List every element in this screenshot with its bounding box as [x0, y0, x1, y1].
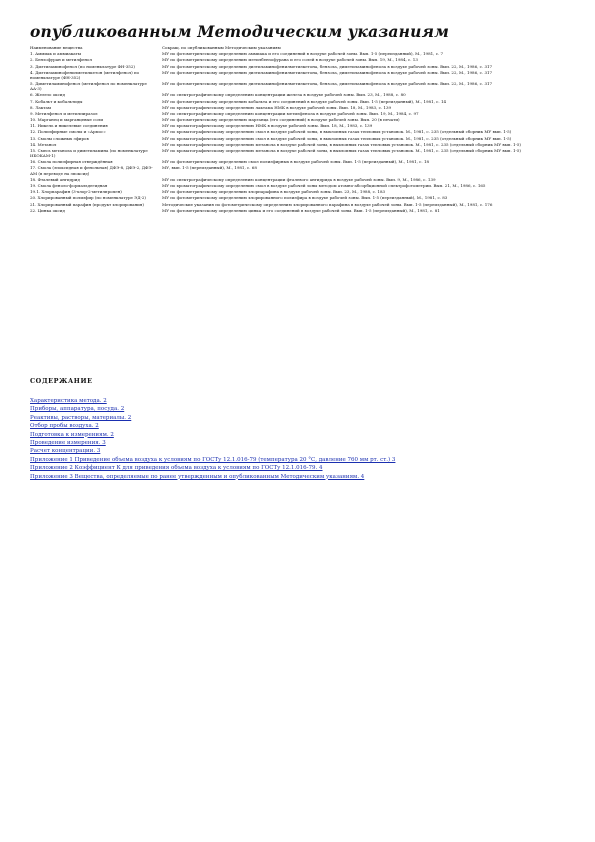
- substance-name-cell: 18. Фталевый ангидрид: [30, 176, 80, 182]
- toc-item: [30, 447, 575, 455]
- method-reference-cell: МУ по фотометрическому определению марганца (его соединений) в воздухе рабочей зоны. Вып. 20 (в печати): [162, 117, 400, 123]
- substance-name-cell: 12. Полиэфирные смолы и «Армос»: [30, 129, 106, 135]
- method-reference-cell: МУ по хроматографическому определению НМК в воздухе рабочей зоны. Вып. 18, М., 1983, с. 139: [162, 123, 373, 129]
- substance-name-cell: 22. Цинка оксид: [30, 207, 65, 213]
- substance-name-cell: 16. Смола полиэфирная отверждённая: [30, 159, 113, 165]
- toc-link[interactable]: Расчет концентрации. 3: [30, 448, 101, 455]
- table-row: [30, 208, 575, 214]
- substance-name-cell: 3. Диэтиламинофенол (по номенклатуре ФН-352): [30, 63, 135, 69]
- toc-link[interactable]: Приложение 3 Вещества, определяемые по ранее утвержденным и опубликованным Методическим указаниям. 4: [30, 473, 365, 480]
- substance-name-cell: 6. Железо оксид: [30, 92, 65, 98]
- substance-name-cell: 7. Кобальт и кобальтиды: [30, 98, 83, 104]
- toc-link[interactable]: Приложение 2 Коэффициент К для приведения объема воздуха к условиям по ГОСТу 12.1.016-79. 4: [30, 465, 323, 472]
- substance-name-cell: 14. Метанол: [30, 141, 57, 147]
- method-reference-cell: МУ по хроматографическому определению смол в воздухе рабочей зоны методом атомно-абсорбционной спектрофотометрии. Вып. 21, М., 1986, с. 165: [162, 182, 486, 188]
- method-reference-cell: МУ по фотометрическому определению цинка и его соединений в воздухе рабочей зоны. Вып. 1-5 (переизданный), М., 1981, с. 81: [162, 207, 440, 213]
- substance-name-cell: 19.1. Хлорпарафин (3-хлор-2-метилпропен): [30, 189, 122, 195]
- method-reference-cell: МУ по фотометрическому определению хлорпарафина в воздухе рабочей зоны. Вып. 23, М., 1988, с. 183: [162, 189, 386, 195]
- method-reference-cell: МУ по хроматографическому определению метанола в воздухе рабочей зоны, в выхлопных газах тепловых установок. М., 1981, с. 235 (отдельный сборник МУ вып. 1-5): [162, 148, 521, 153]
- toc-item: [30, 414, 575, 422]
- toc-link[interactable]: Проведение измерения. 3: [30, 440, 106, 447]
- method-reference-cell: МУ по фотометрическому определению диэтиламинофенилметилкетона, бензола, диметиламинофенола в воздухе рабочей зоны. Вып. 22, М., 1986, с. 317: [162, 81, 493, 87]
- method-reference-cell: МУ по хроматографическому определению метанола в воздухе рабочей зоны, в выхлопных газах тепловых установок. М., 1981, с. 235 (отдельный сборник МУ вып. 1-5): [162, 141, 521, 147]
- toc-link[interactable]: Приборы, аппаратура, посуда. 2: [30, 406, 125, 413]
- toc-item: [30, 405, 575, 413]
- substance-name-cell: 2. Бензофуран и метилфенол: [30, 57, 92, 63]
- method-reference-cell: МУ по фотометрическому определению диэтиламинофенилметилкетона, бензола, диметиламинофенола в воздухе рабочей зоны. Вып. 22, М., 1986, с. 317: [162, 69, 493, 75]
- method-reference-cell: МУ по спектрографическому определению концентрации железа в воздухе рабочей зоны. Вып. 23, М., 1988, с. 80: [162, 92, 406, 98]
- method-reference-cell: МУ по фотометрическому определению хлорированного полиэфира в воздухе рабочей зоны. Вып. 1-5 (переизданный), М., 1981, с. 83: [162, 195, 448, 201]
- method-reference-cell: Методические указания по фотометрическому определению хлорированного парафина в воздухе рабочей зоны. Вып. 1-5 (переизданный), М., 1981, с. 176: [162, 201, 493, 207]
- substances-table: [30, 45, 575, 214]
- substance-name-cell: 5. Диметиламинофенол (метилфенол по номенклатуре АА-3): [30, 81, 147, 92]
- toc-item: [30, 422, 575, 430]
- method-reference-cell: МУ по фотометрическому определению аммиака и его соединений в воздухе рабочей зоны. Вып. 1-5 (переизданный), М., 1981, с. 7: [162, 51, 444, 57]
- substance-name-cell: 8. Лактам: [30, 104, 52, 110]
- substance-name-cell: 11. Никель и никелевые соединения: [30, 123, 108, 129]
- table-row: [30, 165, 575, 176]
- substance-name-cell: 9. Метилфенол и метилпиразол: [30, 110, 98, 116]
- toc-link[interactable]: Отбор пробы воздуха. 2: [30, 423, 99, 430]
- substance-name-cell: 1. Аммиак и аммиакаты: [30, 51, 82, 57]
- substance-name-cell: 15. Смесь метанола и диметиламина (по номенклатуре ИБОКАМ-1): [30, 148, 148, 159]
- contents-heading: СОДЕРЖАНИЕ: [30, 377, 93, 385]
- table-body: [30, 45, 575, 214]
- toc-link[interactable]: Подготовка к измерениям. 2: [30, 431, 114, 438]
- method-reference-cell: МУ по спектрографическому определению концентрации метилфенола в воздухе рабочей зоны. Вып. 19, М., 1984, с. 97: [162, 110, 419, 116]
- method-reference-cell: МУ по хроматографическому определению лактама НМК в воздухе рабочей зоны. Вып. 18, М., 1983, с. 139: [162, 104, 392, 110]
- method-reference-cell: МУ, вып. 1-5 (переизданный), М., 1981, с. 68: [162, 165, 257, 171]
- toc-item: [30, 439, 575, 447]
- substance-name-cell: 13. Смолы сложных эфиров: [30, 135, 89, 141]
- table-row: [30, 70, 575, 81]
- method-reference-cell: МУ по фотометрическому определению кобальта и его соединений в воздухе рабочей зоны. Вып. 1-5 (переизданный), М., 1981, с. 14: [162, 98, 447, 104]
- toc-item: [30, 397, 575, 405]
- toc-item: [30, 431, 575, 439]
- method-reference-cell: МУ по фотометрическому определению метилбензофурана и его солей в воздухе рабочей зоны. Вып. 19, М., 1984, с. 13: [162, 57, 418, 63]
- toc-item: [30, 456, 575, 464]
- method-reference-cell: МУ по хроматографическому определению смол в воздухе рабочей зоны, в выхлопных газах тепловых установок. М., 1981, с. 235 (отдельный сборник МУ вып. 1-5): [162, 135, 512, 141]
- method-reference-cell: МУ по хроматографическому определению смол в воздухе рабочей зоны, в выхлопных газах тепловых установок. М., 1981, с. 235 (отдельный сборник МУ вып. 1-5): [162, 129, 512, 135]
- toc-link[interactable]: Приложение 1 Приведение объема воздуха к условиям по ГОСТу 12.1.016-79 (температура 20 °С, давление 760 мм рт. ст.) 3: [30, 456, 396, 463]
- toc-item: [30, 473, 575, 481]
- table-row: [30, 81, 575, 92]
- method-reference-cell: МУ по спектрографическому определению концентрации фталевого ангидрида в воздухе рабочей зоны. Вып. 9, М., 1986, с. 139: [162, 176, 436, 182]
- substance-name-cell: 17. Смола (эпоксидная и фенольная) ДФЭ-8, ДФЭ-2, ДФЭ-АМ (в переводе на эпоксид): [30, 165, 153, 176]
- method-reference-cell: МУ по фотометрическому определению диэтиламинофенилметилкетона, бензола, диметиламинофенола в воздухе рабочей зоны. Вып. 22, М., 1986, с. 317: [162, 63, 493, 69]
- table-row: [30, 148, 575, 159]
- substance-name-cell: Наименование вещества: [30, 45, 83, 50]
- substance-name-cell: 20. Хлорированный полиэфир (по номенклатуре ЭД-2): [30, 195, 146, 201]
- method-reference-cell: МУ по фотометрическому определению смол полиэфирных в воздухе рабочей зоны. Вып. 1-5 (переизданный), М., 1981, с. 18: [162, 159, 430, 165]
- substance-name-cell: 4. Диэтиламинофенилметилкетон (метилфенол) по номенклатуре (ФН-352): [30, 69, 140, 80]
- toc-link[interactable]: Реактивы, растворы, материалы. 2: [30, 414, 132, 421]
- substance-name-cell: 19. Смола феноло-формальдегидная: [30, 182, 108, 188]
- method-reference-cell: Сокращ. по опубликованным Методическим указаниям: [162, 45, 281, 50]
- substance-name-cell: 21. Хлорированный парафин (продукт хлорирования): [30, 201, 144, 207]
- substance-name-cell: 10. Марганец и марганцевые соли: [30, 117, 104, 123]
- table-of-contents: [30, 397, 575, 481]
- page-title: опубликованным Методическим указаниям: [30, 22, 450, 41]
- toc-item: [30, 464, 575, 472]
- toc-link[interactable]: Характеристика метода. 2: [30, 398, 107, 404]
